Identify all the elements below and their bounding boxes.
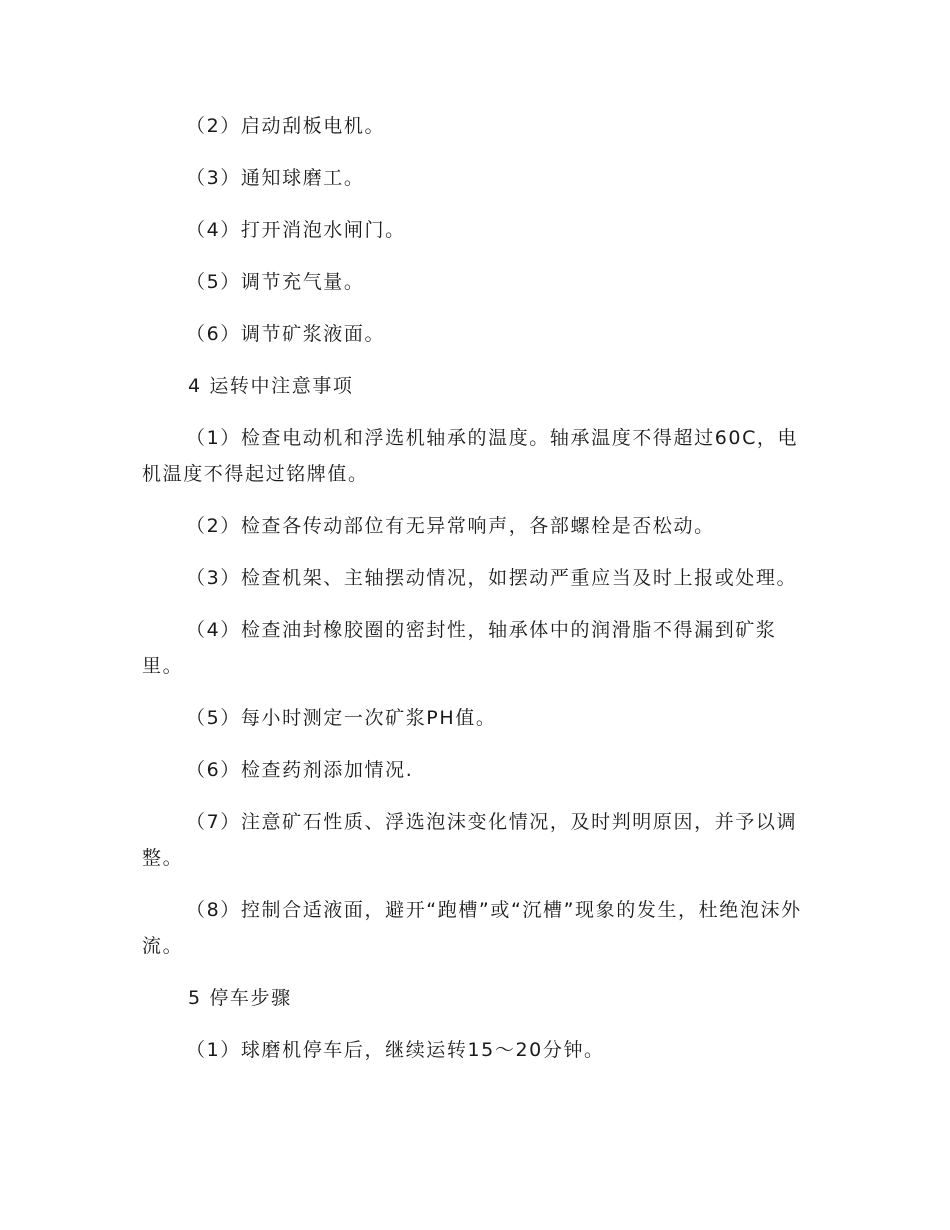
note-check-reagent-dosing: （6）检查药剂添加情况. (186, 759, 414, 781)
note-watch-ore-froth: （7）注意矿石性质、浮选泡沫变化情况，及时判明原因，并予以调整。 (142, 811, 798, 869)
note-check-frame-shaft-swing: （3）检查机架、主轴摆动情况，如摆动严重应当及时上报或处理。 (186, 567, 798, 589)
section-heading-operation-notes: 4 运转中注意事项 (188, 375, 354, 397)
note-check-noise-bolts: （2）检查各传动部位有无异常响声，各部螺栓是否松动。 (186, 515, 715, 537)
document-body (142, 108, 810, 1084)
step-adjust-pulp-level: （6）调节矿浆液面。 (186, 323, 386, 345)
step-notify-ball-mill-operator: （3）通知球磨工。 (186, 167, 365, 189)
note-control-liquid-level: （8）控制合适液面，避开“跑槽”或“沉槽”现象的发生，杜绝泡沫外流。 (142, 899, 802, 957)
step-start-scraper-motor: （2）启动刮板电机。 (186, 115, 386, 137)
step-open-defoam-water-valve: （4）打开消泡水闸门。 (186, 219, 406, 241)
note-measure-ph: （5）每小时测定一次矿浆PH值。 (186, 707, 497, 729)
section-heading-shutdown-steps: 5 停车步骤 (188, 987, 292, 1009)
shutdown-step-continue-running: （1）球磨机停车后，继续运转15～20分钟。 (186, 1039, 605, 1061)
note-check-bearing-temperature: （1）检查电动机和浮选机轴承的温度。轴承温度不得超过60C，电机温度不得起过铭牌值。 (142, 427, 799, 485)
step-adjust-aeration: （5）调节充气量。 (186, 271, 365, 293)
note-check-oil-seal: （4）检查油封橡胶圈的密封性，轴承体中的润滑脂不得漏到矿浆里。 (142, 619, 777, 677)
